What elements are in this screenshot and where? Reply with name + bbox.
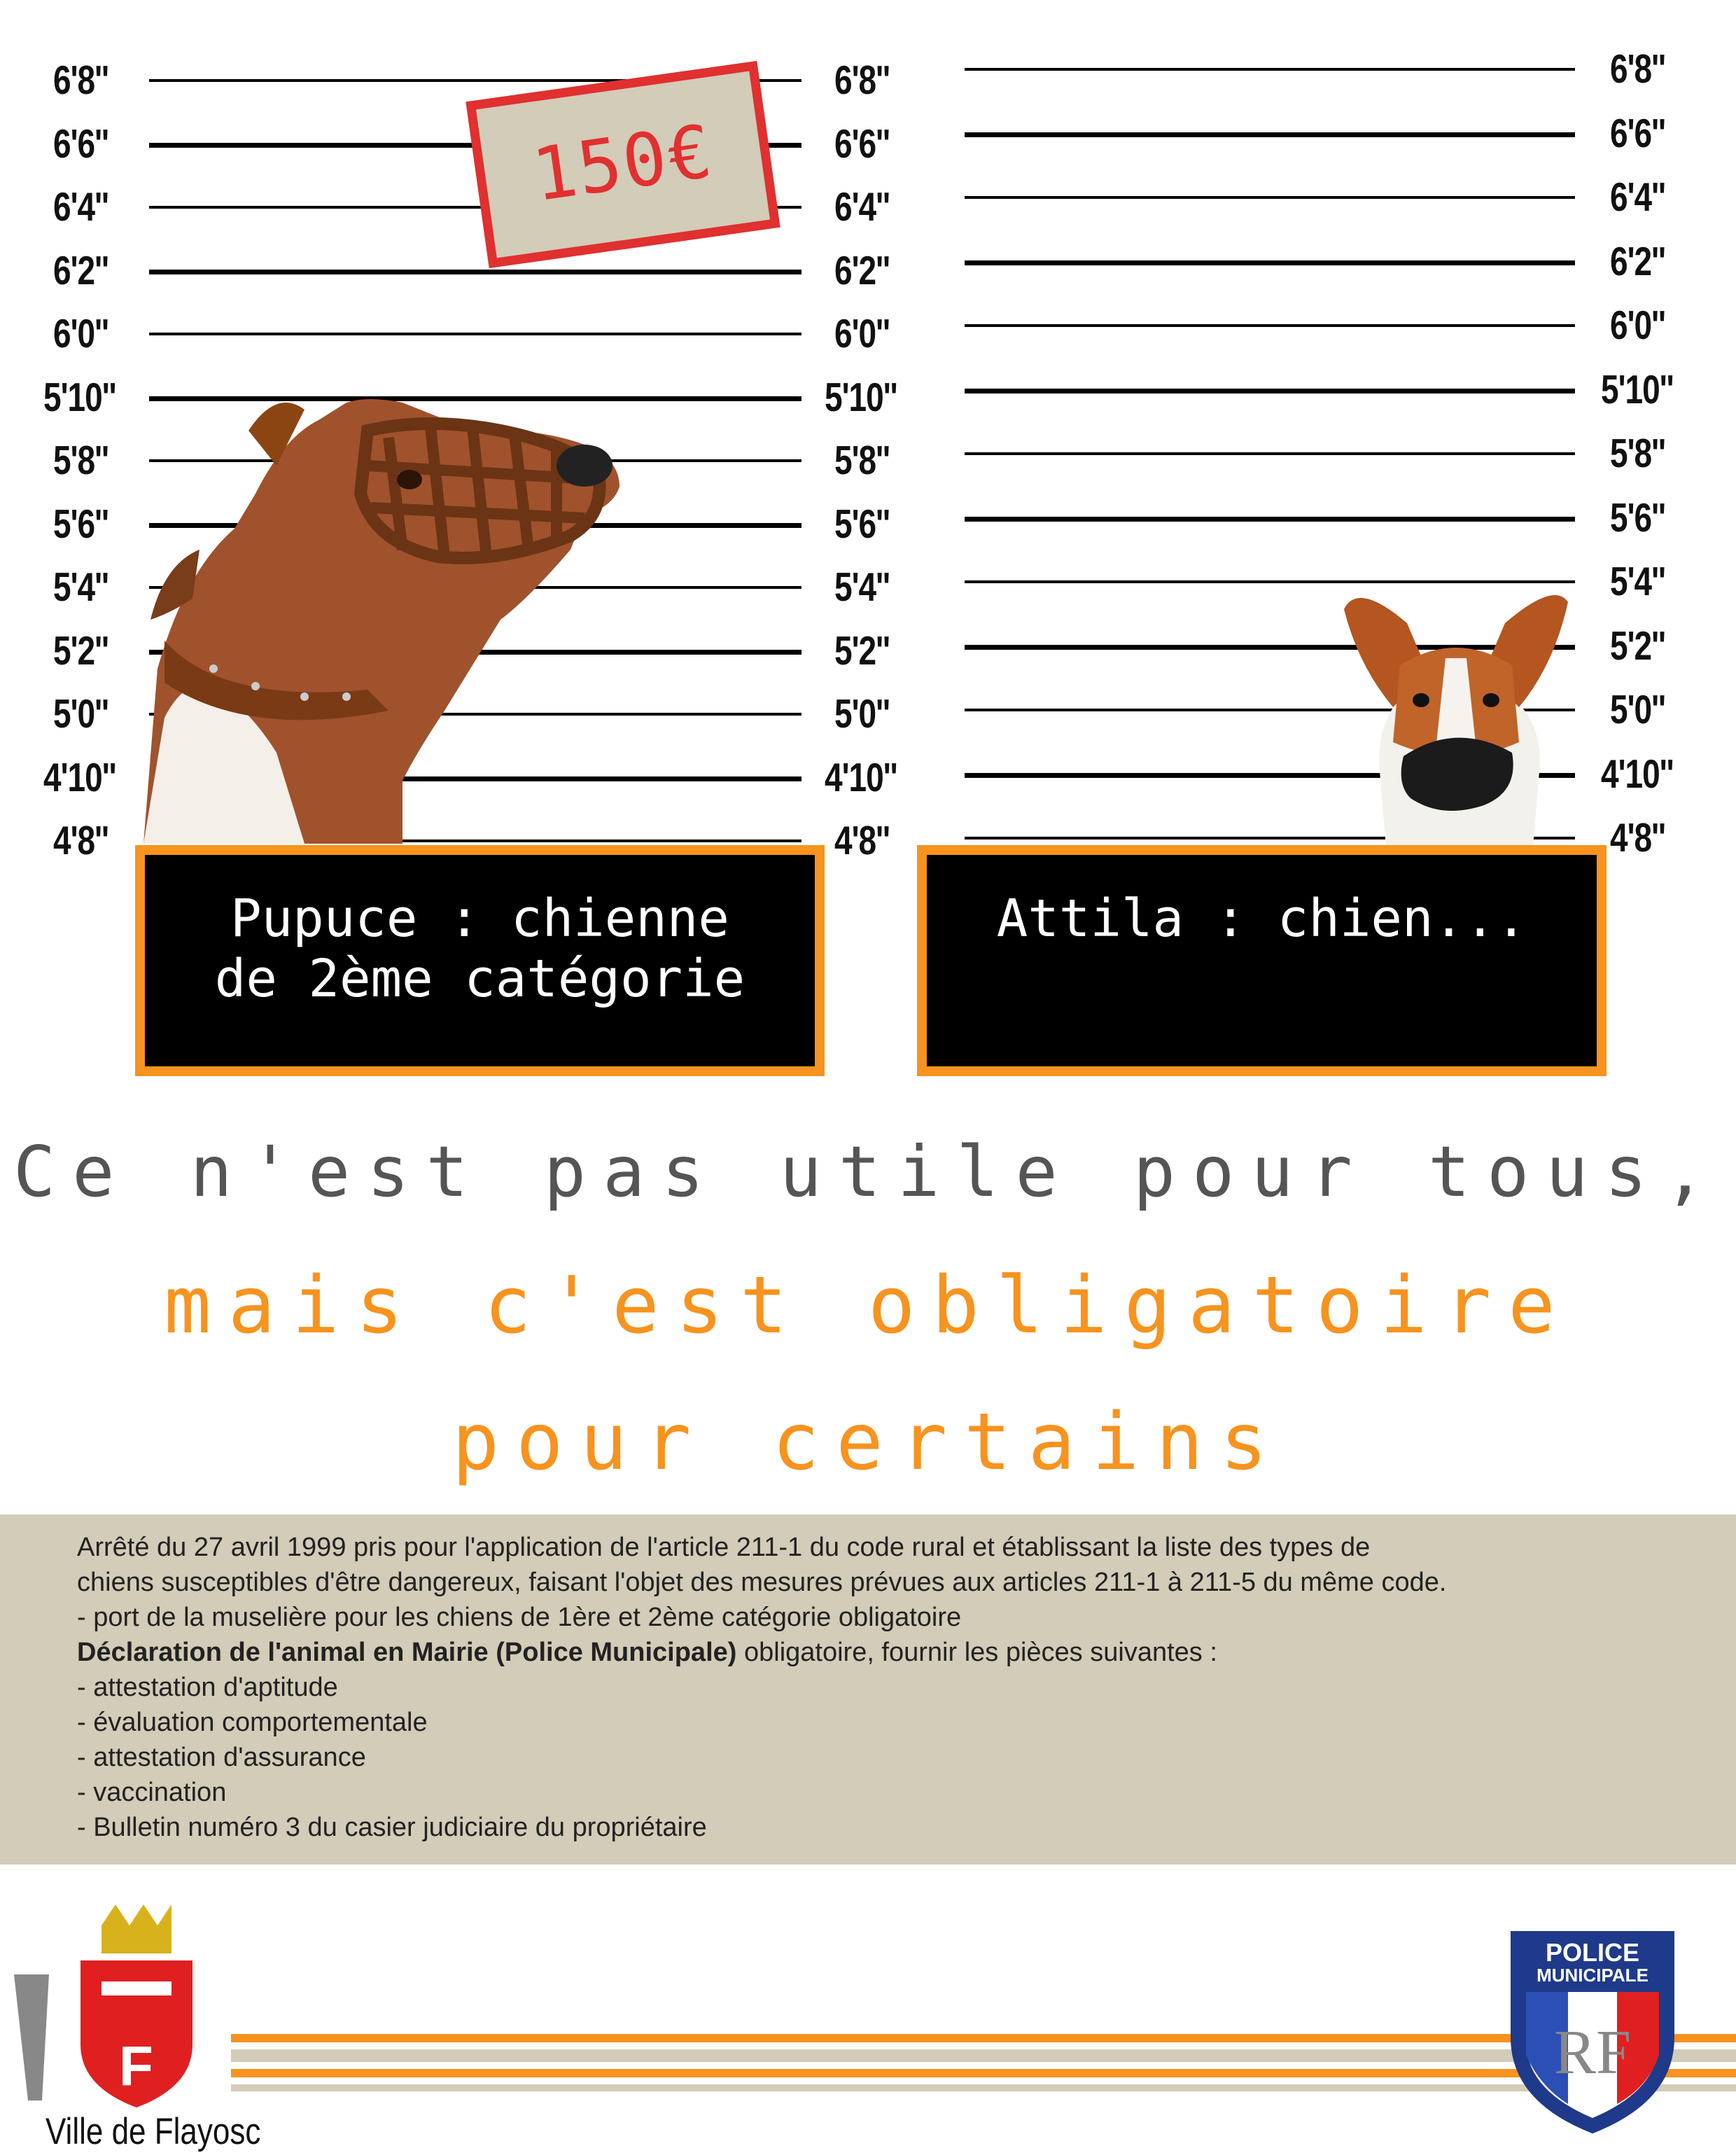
height-label: 5'0'' (1610, 686, 1665, 732)
legal-item: - attestation d'assurance (77, 1743, 366, 1772)
legal-item: - attestation d'aptitude (77, 1673, 338, 1702)
height-label: 6'0'' (53, 310, 108, 356)
height-line (965, 260, 1575, 265)
town-name: Ville de Flayosc (46, 2111, 261, 2152)
height-line (965, 389, 1575, 393)
height-label: 6'8'' (834, 57, 890, 103)
height-line (965, 68, 1575, 71)
footer-stripe-orange-1 (0, 2034, 1736, 2042)
legal-declaration-rest: obligatoire, fournir les pièces suivantes : (736, 1638, 1217, 1667)
height-label: 6'8'' (53, 57, 108, 103)
height-label: 5'4'' (53, 564, 108, 610)
height-label: 5'8'' (1610, 430, 1665, 476)
muzzled-papillon-image (1330, 581, 1582, 847)
height-line (965, 517, 1575, 522)
height-label: 6'6'' (1610, 109, 1665, 155)
town-crest-image (0, 1904, 231, 2114)
height-label: 6'0'' (1610, 302, 1665, 348)
height-label: 4'8'' (1610, 814, 1665, 860)
headline-line-3: pour certains (451, 1397, 1284, 1488)
height-label: 5'10'' (43, 373, 116, 419)
height-label: 4'10'' (1601, 750, 1674, 796)
height-label: 5'6'' (53, 500, 108, 546)
placard-attila-line1: Attila : chien... (996, 889, 1527, 949)
footer-stripe-beige-2 (0, 2084, 1736, 2091)
height-label: 6'8'' (1610, 46, 1665, 92)
height-label: 6'2'' (834, 246, 890, 293)
height-label: 5'0'' (53, 690, 108, 737)
height-label: 6'2'' (1610, 237, 1665, 284)
legal-declaration-bold: Déclaration de l'animal en Mairie (Police Municipale) (77, 1638, 737, 1667)
police-label-line1: POLICE (1545, 1938, 1639, 1967)
placard-pupuce (135, 845, 825, 1076)
legal-declaration (77, 1635, 1701, 1670)
height-label: 6'0'' (834, 310, 890, 356)
height-label: 6'6'' (53, 120, 108, 166)
height-label: 5'0'' (834, 690, 890, 737)
legal-notice-text (77, 1530, 1701, 1845)
placard-pupuce-line2: de 2ème catégorie (214, 949, 746, 1009)
height-label: 6'4'' (53, 183, 108, 230)
height-line (965, 324, 1575, 327)
legal-item: - Bulletin numéro 3 du casier judiciaire du propriétaire (77, 1813, 707, 1842)
footer-stripe-beige-1 (0, 2049, 1736, 2062)
height-label: 5'4'' (834, 564, 890, 610)
height-label: 6'4'' (834, 183, 890, 230)
legal-item: - vaccination (77, 1778, 227, 1807)
police-label-line2: MUNICIPALE (1536, 1965, 1648, 1986)
town-crest-letter: F (119, 2035, 153, 2097)
height-label: 5'8'' (834, 437, 890, 483)
fine-price-tag: 150€ (465, 61, 780, 268)
headline-line-2: mais c'est obligatoire (164, 1260, 1572, 1351)
police-monogram: RF (1553, 2018, 1632, 2087)
height-label: 5'6'' (1610, 494, 1665, 540)
footer-stripe-orange-2 (0, 2069, 1736, 2077)
police-badge (1505, 1925, 1680, 2135)
legal-notice-panel (0, 1514, 1736, 1865)
legal-intro-2: chiens susceptibles d'être dangereux, faisant l'objet des mesures prévues aux articles 211-1 à 211-5 du même code. (77, 1568, 1447, 1597)
height-label: 6'6'' (834, 120, 890, 166)
town-logo (0, 1904, 261, 2152)
headline-line-1: Ce n'est pas utile pour tous, (13, 1131, 1723, 1213)
height-label: 6'4'' (1610, 174, 1665, 220)
height-label: 4'10'' (825, 753, 897, 800)
legal-item: - évaluation comportementale (77, 1708, 428, 1737)
height-label: 5'8'' (53, 437, 108, 483)
height-line (965, 452, 1575, 455)
height-label: 4'8'' (834, 817, 890, 863)
height-label: 5'10'' (825, 373, 897, 419)
height-label: 5'2'' (1610, 622, 1665, 668)
height-label: 5'2'' (53, 627, 108, 673)
height-line (149, 270, 802, 274)
height-line (965, 196, 1575, 199)
height-label: 4'10'' (43, 753, 116, 800)
height-label: 4'8'' (53, 817, 108, 863)
height-label: 5'10'' (1601, 365, 1674, 412)
height-label: 6'2'' (53, 246, 108, 293)
height-line (149, 333, 802, 335)
legal-muzzle-rule: - port de la muselière pour les chiens de 1ère et 2ème catégorie obligatoire (77, 1603, 962, 1632)
height-label: 5'6'' (834, 500, 890, 546)
height-label: 5'4'' (1610, 558, 1665, 604)
placard-pupuce-line1: Pupuce : chienne (230, 889, 729, 949)
height-line (965, 132, 1575, 137)
height-label: 5'2'' (834, 627, 890, 673)
placard-attila (917, 845, 1606, 1076)
muzzled-boxer-image (136, 389, 640, 844)
legal-intro: Arrêté du 27 avril 1999 pris pour l'application de l'article 211-1 du code rural et établissant la liste des types de (77, 1533, 1371, 1562)
